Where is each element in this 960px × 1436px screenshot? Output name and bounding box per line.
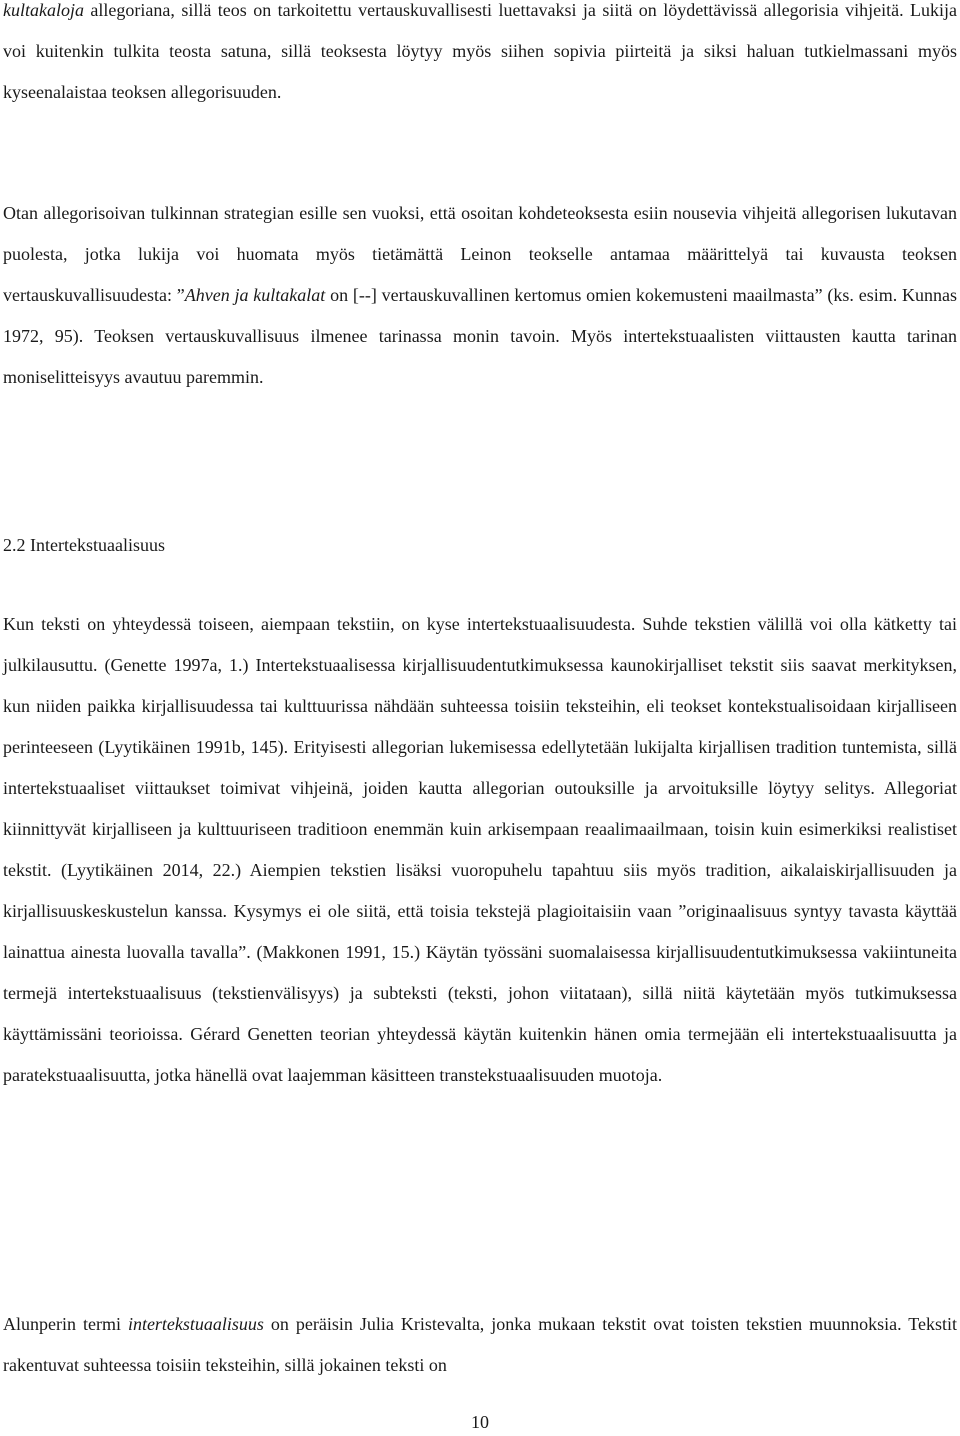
paragraph-text: allegoriana, sillä teos on tarkoitettu vertauskuvallisesti luettavaksi ja siitä on löydettävissä allegorisia vihjeitä. Lukija voi kuitenkin tulkita teosta satuna, sillä teoksesta löytyy myös siihen sopivia piirteitä ja siksi haluan tutkielmassani myös kyseenalaistaa teoksen allegorisuuden.: [3, 0, 957, 102]
paragraph-intertextuality: [3, 604, 957, 1096]
italic-term: intertekstuaalisuus: [127, 1314, 264, 1334]
section-heading: 2.2 Intertekstuaalisuus: [3, 535, 165, 555]
page-number: 10: [471, 1412, 489, 1432]
paragraph-kristeva: [3, 1304, 957, 1386]
italic-title: Ahven ja kultakalat: [184, 285, 326, 305]
italic-term: kultakaloja: [3, 0, 84, 20]
paragraph-text: Kun teksti on yhteydessä toiseen, aiempaan tekstiin, on kyse intertekstuaalisuudesta. Suhde tekstien välillä voi olla kätketty tai julkilausuttu. (Genette 1997a, 1.) Intertekstuaalisessa kirjallisuudentutkimuksessa kaunokirjalliset tekstit siis saavat merkityksen, kun niiden paikka kirjallisuudessa tai kulttuurissa nähdään suhteessa toisiin teksteihin, eli teokset kontekstualisoidaan kirjalliseen perinteeseen (Lyytikäinen 1991b, 145). Erityisesti allegorian lukemisessa edellytetään lukijalta kirjallisen tradition tuntemista, sillä intertekstuaaliset viittaukset toimivat vihjeinä, joiden kautta allegorian outouksille ja arvoituksille löytyy selitys. Allegoriat kiinnittyvät kirjalliseen ja kulttuuriseen traditioon enemmän kuin arkisempaan reaalimaailmaan, toisin kuin esimerkiksi realistiset tekstit. (Lyytikäinen 2014, 22.) Aiempien tekstien lisäksi vuoropuhelu tapahtuu siis myös tradition, aikalaiskirjallisuuden ja kirjallisuuskeskustelun kanssa. Kysymys ei ole siitä, että toisia tekstejä plagioitaisiin vaan ”originaalisuus syntyy tavasta käyttää lainattua ainesta luovalla tavalla”. (Makkonen 1991, 15.) Käytän työssäni suomalaisessa kirjallisuudentutkimuksessa vakiintuneita termejä intertekstuaalisuus (tekstienvälisyys) ja subteksti (teksti, johon viitataan), sillä niitä käytetään myös tutkimuksessa käyttämissäni teorioissa. Gérard Genetten teorian yhteydessä käytän kuitenkin hänen omia termejään eli intertekstuaalisuutta ja paratekstuaalisuutta, jotka hänellä ovat laajemman käsitteen transtekstuaalisuuden muotoja.: [3, 614, 957, 1085]
paragraph-text: on [--] vertauskuvallinen kertomus omien kokemusteni maailmasta” (ks. esim. Kunnas 1972, 95). Teoksen vertauskuvallisuus ilmenee tarinassa monin tavoin. Myös intertekstuaalisten viittausten kautta tarinan moniselitteisyys avautuu paremmin.: [3, 285, 957, 387]
paragraph-text: on peräisin Julia Kristevalta, jonka mukaan tekstit ovat toisten tekstien muunnoksia. Tekstit rakentuvat suhteessa toisiin teksteihin, sillä jokainen teksti on: [3, 1314, 957, 1375]
paragraph-allegory-intro: [3, 0, 957, 113]
paragraph-text: Alunperin termi: [3, 1314, 128, 1334]
paragraph-text: Otan allegorisoivan tulkinnan strategian esille sen vuoksi, että osoitan kohdeteoksesta esiin nousevia vihjeitä allegorisen lukutavan puolesta, jotka lukija voi huomata myös tietämättä Leinon teokselle antamaa määrittelyä tai kuvausta teoksen vertauskuvallisuudesta: ”: [3, 203, 957, 305]
paragraph-allegorical-strategy: [3, 193, 957, 398]
